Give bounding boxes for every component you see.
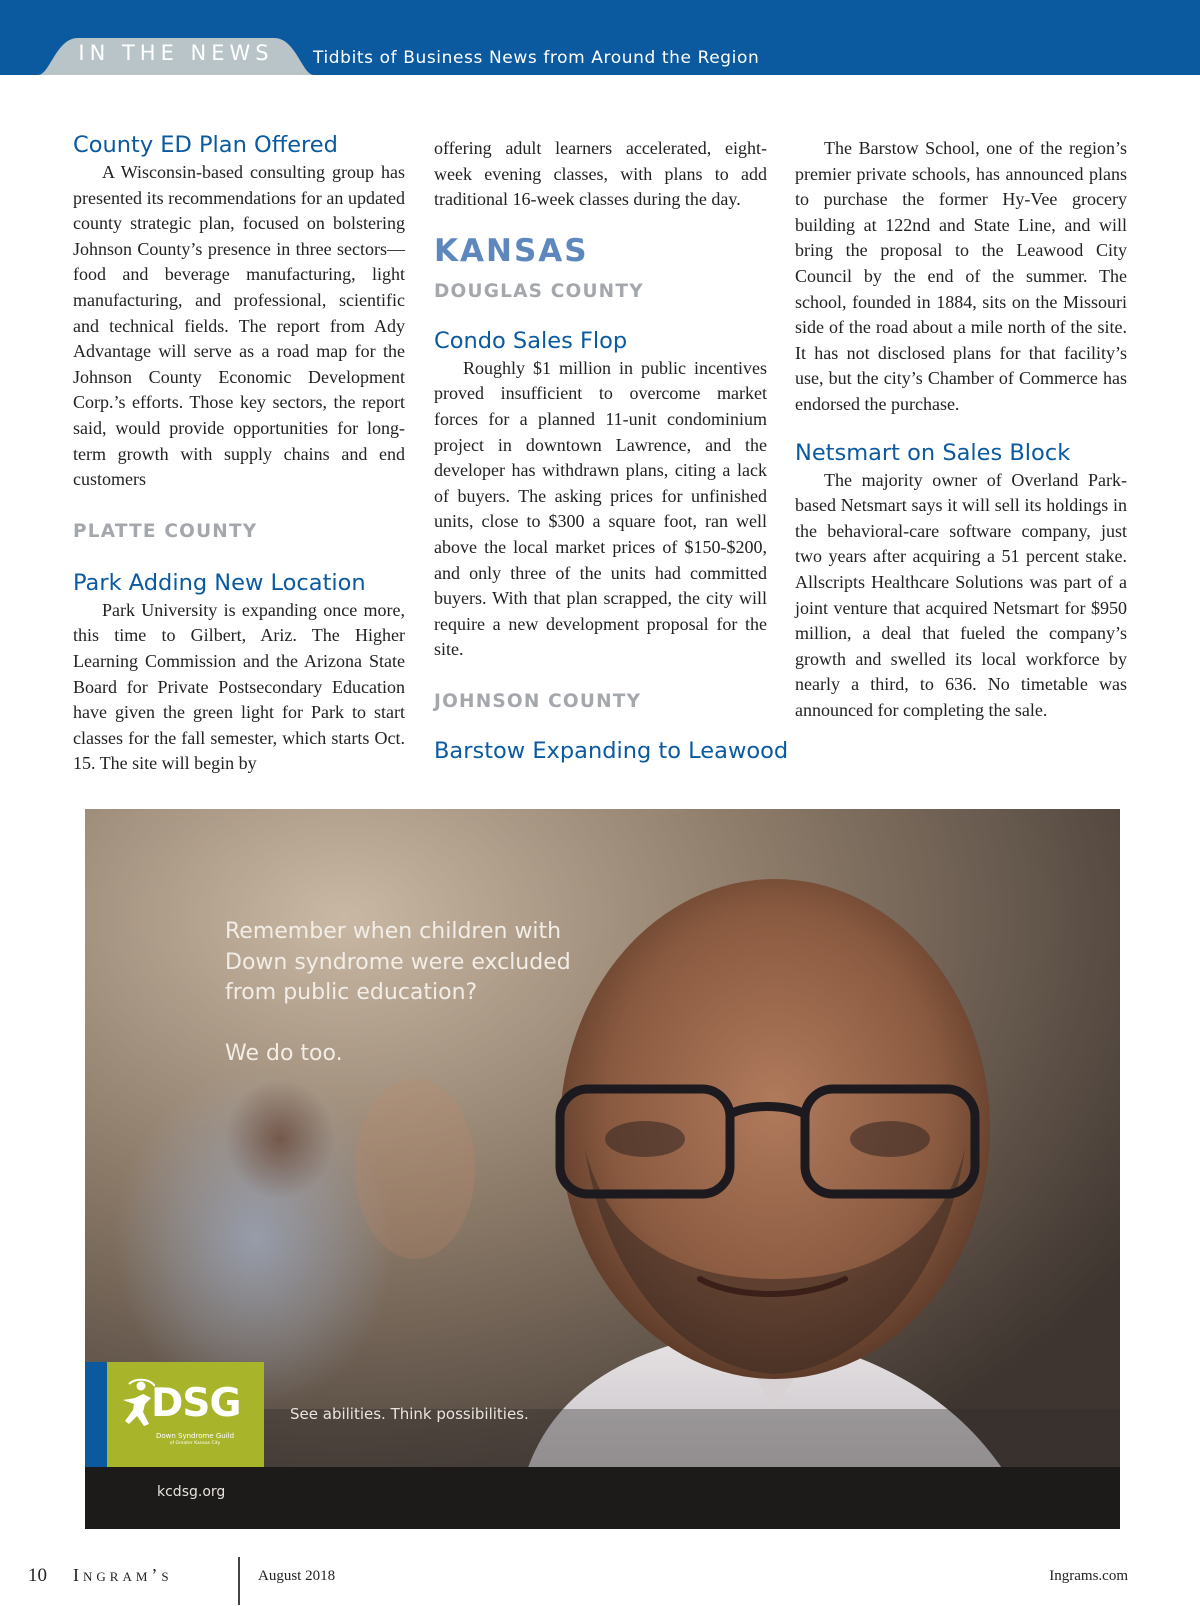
dsg-logo-wordmark: DSG: [151, 1381, 241, 1426]
article-body-county-ed-plan: A Wisconsin-based consulting group has presented its recommendations for an updated county strategic plan, focused on bolstering Johnson County’s presence in three sectors—food and beverage manufacturing, light manufacturing, and professional, scientific and technical fields. The report from Ady Advantage will serve as a road map for the Johnson County Economic Development Corp.’s efforts. Those key sectors, the report said, would provide opportunities for long-term growth with supply chains and end customers: [73, 162, 405, 490]
article-body-barstow: The Barstow School, one of the region’s premier private schools, has announced plans to purchase the former Hy-Vee grocery building at 122nd and State Line, and will bring the proposal to the Leawood City Council by the end of the summer. The school, founded in 1884, sits on the Missouri side of the road about a mile north of the site. It has not disclosed plans for that facility’s use, but the city’s Chamber of Commerce has endorsed the purchase.: [795, 138, 1127, 414]
subhead-douglas-county: DOUGLAS COUNTY: [434, 280, 644, 302]
ad-url: kcdsg.org: [157, 1484, 226, 1500]
headline-park-new-location: Park Adding New Location: [73, 569, 366, 596]
page-number: 10: [28, 1565, 47, 1586]
headline-barstow-expanding: Barstow Expanding to Leawood: [434, 737, 789, 764]
dsg-logo-stripe: [85, 1362, 107, 1467]
dsg-logo: [107, 1362, 264, 1467]
article-body-park-continued: offering adult learners accelerated, eight-week evening classes, with plans to add traditional 16-week classes during the day.: [434, 138, 767, 210]
footer-divider: [238, 1557, 240, 1605]
ad-headline-line-1: Remember when children with: [225, 919, 562, 944]
article-column-1: [73, 130, 405, 777]
headline-condo-sales-flop: Condo Sales Flop: [434, 327, 628, 354]
article-column-3: [795, 130, 1127, 723]
article-body-netsmart: The majority owner of Overland Park-based Netsmart says it will sell its holdings in the behavioral-care software company, just two years after acquiring a 51 percent stake. Allscripts Healthcare Solutions was part of a joint venture that acquired Netsmart for $950 million, a deal that fueled the company’s growth and swelled its local workforce by nearly a third, to 636. No timetable was announced for completing the sale.: [795, 469, 1127, 720]
ad-headline-line-3: from public education?: [225, 980, 478, 1005]
subhead-platte-county: PLATTE COUNTY: [73, 520, 258, 542]
ad-headline: [225, 917, 625, 1070]
dsg-figure-icon: [121, 1378, 155, 1428]
article-body-park-new-location: Park University is expanding once more, this time to Gilbert, Ariz. The Higher Learning Commission and the Arizona State Board for Private Postsecondary Education have given the green light for Park to start classes for the fall semester, which starts Oct. 15. The site will begin by: [73, 599, 405, 774]
dsg-logo-subtitle: of Greater Kansas City: [169, 1441, 221, 1446]
subhead-johnson-county: JOHNSON COUNTY: [434, 690, 642, 712]
article-column-2: [434, 130, 789, 766]
article-body-condo-sales-flop: Roughly $1 million in public incentives proved insufficient to overcome market forces for a planned 11-unit condominium project in downtown Lawrence, and the developer has withdrawn plans, citing a lack of buyers. The asking prices for unfinished units, close to $300 a square foot, ran well above the local market prices of $150-$200, and only three of the units had committed buyers. With that plan scrapped, the city will require a new development proposal for the site.: [434, 357, 767, 660]
ad-tagline: See abilities. Think possibilities.: [290, 1405, 529, 1423]
website: Ingrams.com: [1049, 1568, 1128, 1584]
state-heading-kansas: KANSAS: [434, 232, 589, 269]
advertisement-dsg: [85, 809, 1120, 1529]
dsg-logo-name: Down Syndrome Guild: [155, 1432, 235, 1440]
ad-headline-line-2: Down syndrome were excluded: [225, 949, 571, 975]
section-label: IN THE NEWS: [78, 41, 274, 65]
headline-county-ed-plan: County ED Plan Offered: [73, 132, 338, 158]
header-tagline: Tidbits of Business News from Around the Region: [313, 48, 760, 68]
header-band: [0, 0, 1200, 75]
section-tab: [38, 38, 314, 75]
issue-date: August 2018: [258, 1568, 336, 1584]
ad-footer-bar: [85, 1467, 1120, 1529]
headline-netsmart-sales-block: Netsmart on Sales Block: [795, 439, 1071, 466]
ad-headline-line-4: We do too.: [225, 1041, 343, 1066]
magazine-name: Ingram’s: [73, 1565, 173, 1585]
